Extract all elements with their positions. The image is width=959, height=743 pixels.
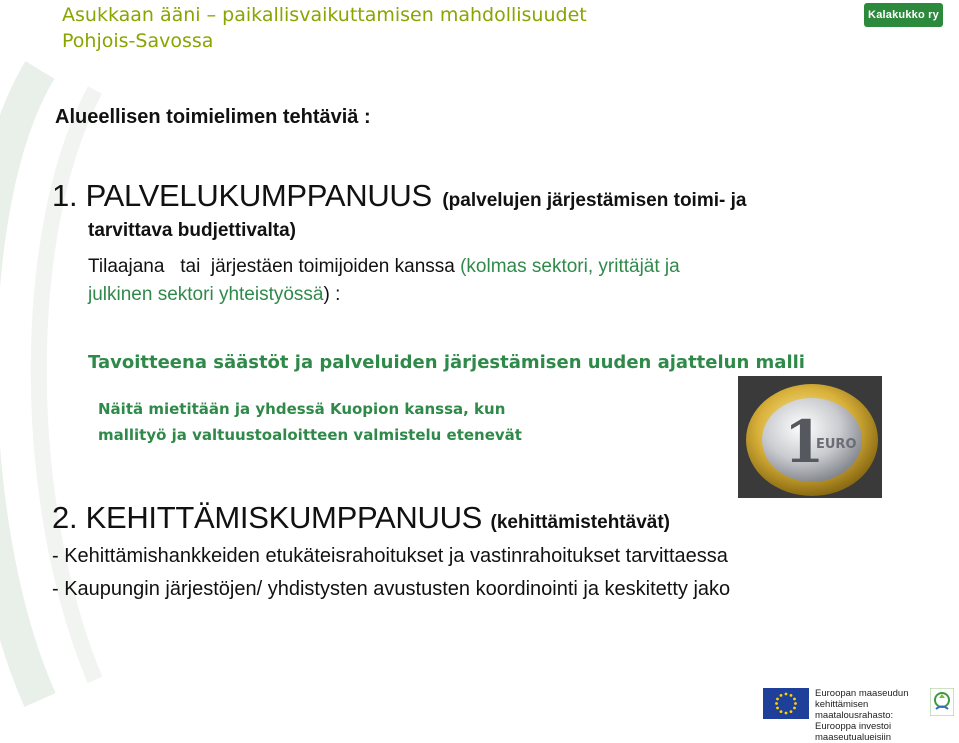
- section1-note-line2: mallityö ja valtuustoaloitteen valmistelu etenevät: [98, 426, 522, 444]
- section1-heading: 1. PALVELUKUMPPANUUS (palvelujen järjestämisen toimi- ja: [52, 178, 747, 213]
- eu-flag-icon: [763, 688, 809, 719]
- svg-text:EURO: EURO: [816, 437, 857, 452]
- eu-fund-text: Euroopan maaseudun kehittämisen maatalousrahasto: Eurooppa investoi maaseutualueisiin: [815, 688, 909, 743]
- section1-line-a: Tilaajana tai järjestäen toimijoiden kanssa (kolmas sektori, yrittäjät ja: [88, 256, 680, 277]
- section2-item-1: - Kehittämishankkeiden etukäteisrahoitukset ja vastinrahoitukset tarvittaessa: [52, 545, 728, 567]
- presentation-header-title: Asukkaan ääni – paikallisvaikuttamisen mahdollisuudet: [62, 4, 587, 26]
- section2-heading: 2. KEHITTÄMISKUMPPANUUS (kehittämistehtävät): [52, 500, 670, 535]
- section1-heading-continued: tarvittava budjettivalta): [88, 220, 296, 241]
- presentation-header-subtitle: Pohjois-Savossa: [62, 30, 214, 52]
- slide-title: Alueellisen toimielimen tehtäviä :: [55, 106, 371, 128]
- section1-note-line1: Näitä mietitään ja yhdessä Kuopion kanssa, kun: [98, 400, 506, 418]
- section1-goal: Tavoitteena säästöt ja palveluiden järjestämisen uuden ajattelun malli: [88, 352, 805, 373]
- kalakukko-logo: Kalakukko ry: [864, 3, 943, 27]
- svg-text:1: 1: [784, 408, 825, 476]
- euro-coin-icon: [738, 376, 882, 498]
- leader-icon: [930, 688, 954, 716]
- euro-coin-image: [738, 376, 882, 498]
- section2-item-2: - Kaupungin järjestöjen/ yhdistysten avustusten koordinointi ja keskitetty jako: [52, 578, 731, 600]
- section1-line-b: julkinen sektori yhteistyössä) :: [88, 284, 341, 305]
